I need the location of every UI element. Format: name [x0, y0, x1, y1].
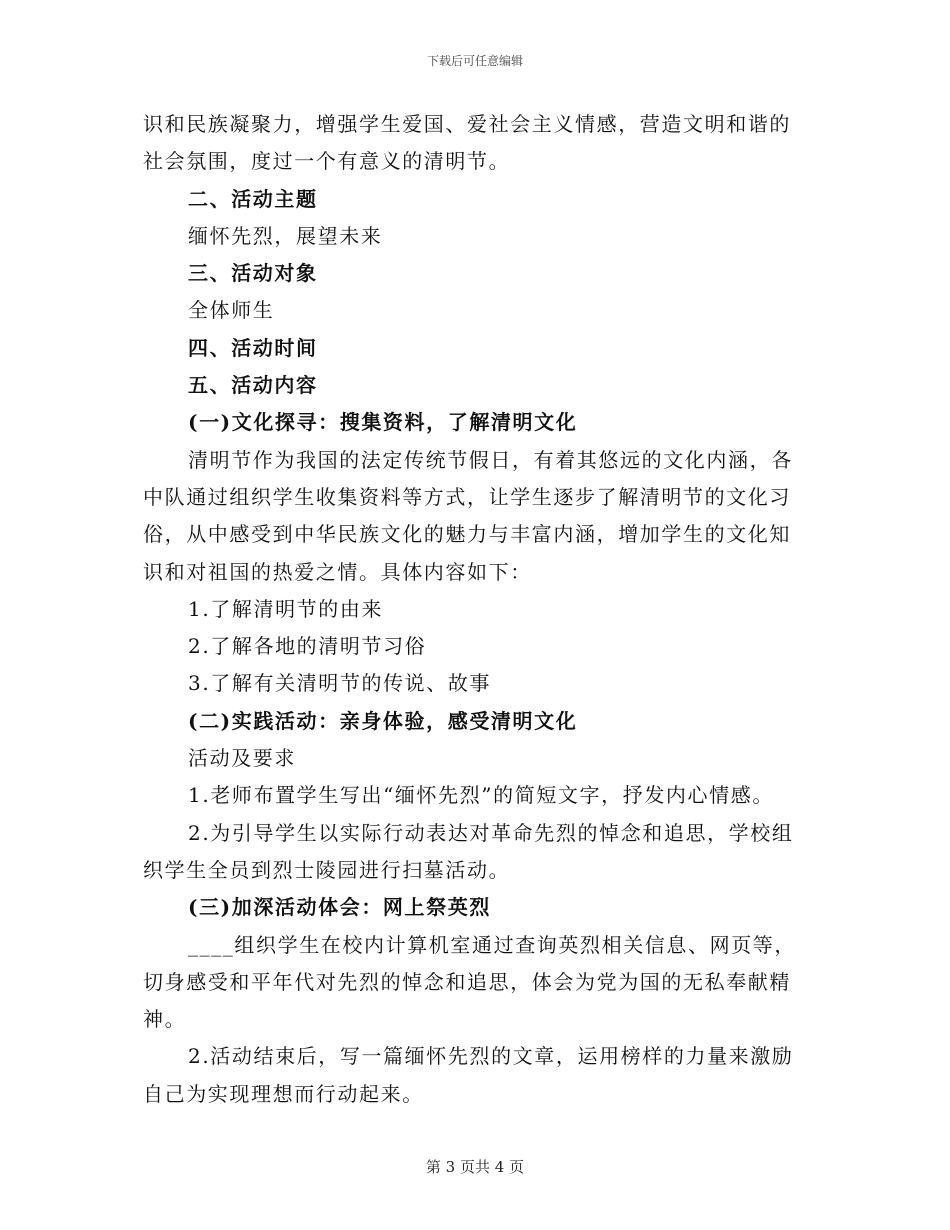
paragraph-online-tribute: ____组织学生在校内计算机室通过查询英烈相关信息、网页等，切身感受和平年代对先烈的悼念和追思，体会为党为国的无私奉献精神。 [143, 932, 796, 1032]
list-item: 3.了解有关清明节的传说、故事 [188, 671, 492, 696]
requirement-item: 2.为引导学生以实际行动表达对革命先烈的悼念和追思，学校组织学生全员到烈士陵园进行扫墓活动。 [143, 820, 794, 882]
subheading-culture-exploration: (一)文化探寻：搜集资料，了解清明文化 [188, 410, 578, 435]
subheading-online-tribute: (三)加深活动体会：网上祭英烈 [188, 895, 491, 920]
document-body [143, 106, 803, 1113]
heading-activity-audience: 三、活动对象 [188, 261, 318, 286]
paragraph-article-writing: 2.活动结束后，写一篇缅怀先烈的文章，运用榜样的力量来激励自己为实现理想而行动起来。 [143, 1044, 794, 1106]
page-number: 第 3 页共 4 页 [425, 1158, 525, 1176]
activity-audience-text: 全体师生 [188, 298, 275, 323]
activity-theme-text: 缅怀先烈，展望未来 [188, 223, 383, 248]
heading-activity-theme: 二、活动主题 [188, 186, 318, 211]
heading-activity-time: 四、活动时间 [188, 335, 318, 360]
heading-activity-content: 五、活动内容 [188, 373, 318, 398]
list-item: 2.了解各地的清明节习俗 [188, 634, 427, 659]
activity-requirements-label: 活动及要求 [188, 746, 296, 771]
page-header: 下载后可任意编辑 [426, 54, 523, 68]
requirement-item: 1.老师布置学生写出“缅怀先烈”的简短文字，抒发内心情感。 [188, 783, 774, 808]
paragraph-culture-exploration: 清明节作为我国的法定传统节假日，有着其悠远的文化内涵，各中队通过组织学生收集资料等方式，让学生逐步了解清明节的文化习俗，从中感受到中华民族文化的魅力与丰富内涵，增加学生的文化知识和对祖国的热爱之情。具体内容如下： [143, 447, 793, 584]
list-item: 1.了解清明节的由来 [188, 596, 384, 621]
paragraph-intro-continuation: 识和民族凝聚力，增强学生爱国、爱社会主义情感，营造文明和谐的社会氛围，度过一个有意义的清明节。 [143, 112, 791, 174]
subheading-practice-activity: (二)实践活动：亲身体验，感受清明文化 [188, 708, 578, 733]
